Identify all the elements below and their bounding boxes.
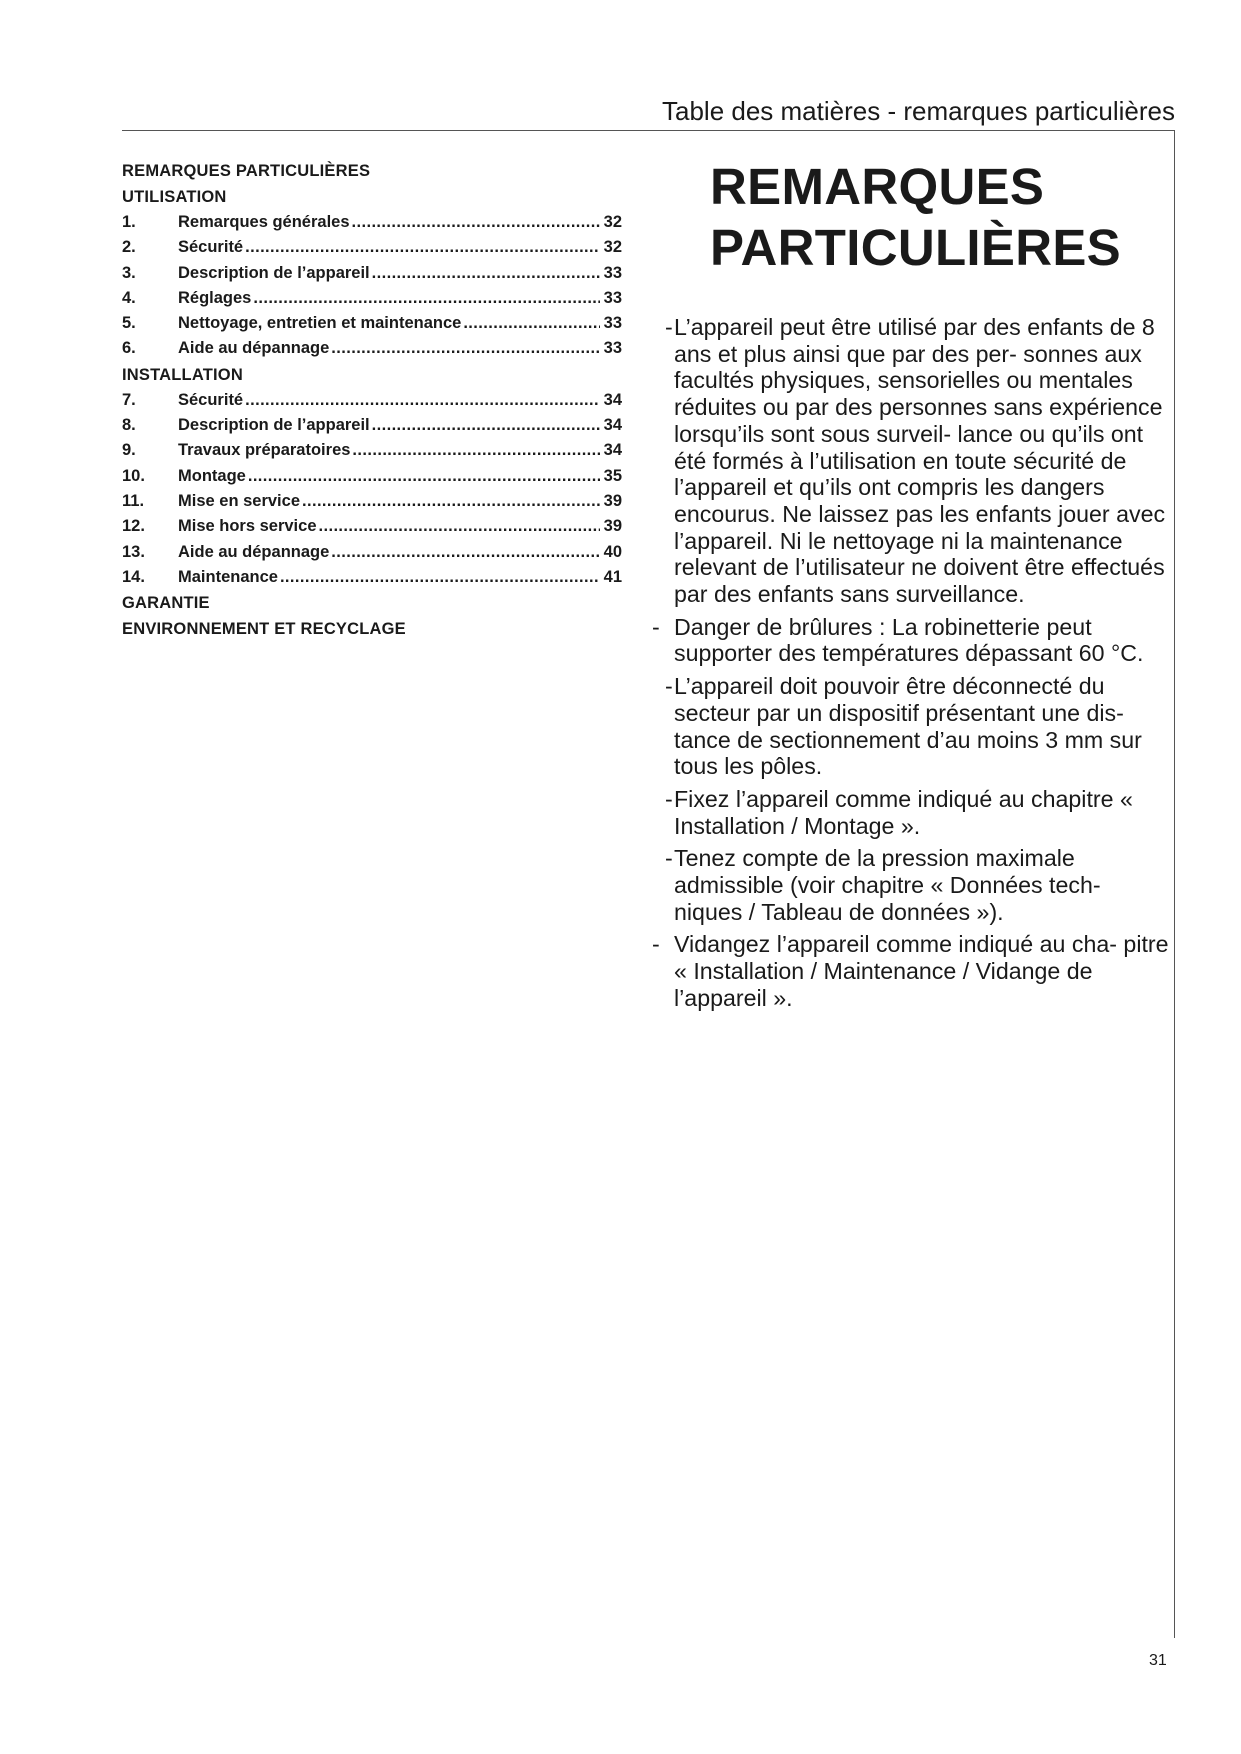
- toc-entry[interactable]: [122, 438, 622, 463]
- toc-dot-leader: [245, 388, 600, 413]
- toc-entry[interactable]: [122, 413, 622, 438]
- toc-entry-title: Description de l’appareil: [178, 416, 370, 435]
- remark-bullet: -: [665, 785, 673, 812]
- toc-entry-title: Nettoyage, entretien et maintenance: [178, 314, 462, 333]
- toc-dot-leader: [248, 464, 600, 489]
- toc-section-installation[interactable]: INSTALLATION: [122, 365, 243, 384]
- remark-paragraph: [652, 614, 1172, 667]
- toc-entry[interactable]: [122, 286, 622, 311]
- toc-entry-title: Travaux préparatoires: [178, 441, 351, 460]
- toc-entry-title: Aide au dépannage: [178, 339, 330, 358]
- remark-text: L’appareil doit pouvoir être déconnecté du secteur par un dispositif présentant une dis- tance de sectionnement d’au moins 3 mm sur tous les pôles.: [674, 673, 1142, 780]
- remark-bullet: -: [665, 314, 673, 340]
- toc-entry[interactable]: [122, 235, 622, 260]
- toc-entry-page: 34: [603, 441, 622, 460]
- toc-dot-leader: [331, 540, 600, 565]
- remark-paragraph: [652, 931, 1172, 1011]
- toc-dot-leader: [331, 336, 600, 361]
- toc-section-environnement[interactable]: ENVIRONNEMENT ET RECYCLAGE: [122, 620, 406, 639]
- remark-text: Vidangez l’appareil comme indiqué au cha- pitre « Installation / Maintenance / Vidange de l’appareil ».: [674, 931, 1169, 1011]
- toc-entry-page: 32: [603, 213, 622, 231]
- toc-entry-page: 34: [603, 416, 622, 435]
- toc-entry-page: 33: [603, 288, 622, 307]
- toc-entry-page: 33: [603, 339, 622, 358]
- toc-entry[interactable]: [122, 311, 622, 336]
- page-header-title: Table des matières - remarques particulières: [662, 96, 1175, 126]
- toc-entry-page: 35: [603, 466, 622, 485]
- toc-entry-number: 5.: [122, 314, 136, 333]
- toc-entry-page: 33: [603, 263, 622, 282]
- toc-dot-leader: [352, 438, 600, 463]
- remark-text: Fixez l’appareil comme indiqué au chapitre « Installation / Montage ».: [674, 785, 1133, 839]
- remark-bullet: -: [652, 613, 660, 640]
- toc-dot-leader: [302, 489, 600, 514]
- toc-entry[interactable]: [122, 388, 622, 413]
- remark-text: Danger de brûlures : La robinetterie peut supporter des températures dépassant 60 °C.: [674, 613, 1144, 667]
- remark-bullet: -: [665, 673, 673, 700]
- toc-section-utilisation[interactable]: UTILISATION: [122, 188, 227, 206]
- toc-entry-number: 8.: [122, 416, 136, 435]
- toc-entry[interactable]: [122, 210, 622, 235]
- page-number: 31: [1149, 1652, 1167, 1669]
- toc-entry[interactable]: [122, 336, 622, 361]
- toc-entry-title: Aide au dépannage: [178, 542, 330, 561]
- toc-section-remarques[interactable]: REMARQUES PARTICULIÈRES: [122, 162, 371, 180]
- toc-entry[interactable]: [122, 514, 622, 539]
- toc-entry-number: 13.: [122, 542, 145, 561]
- remark-text: Tenez compte de la pression maximale admissible (voir chapitre « Données tech- niques / Tableau de données »).: [674, 845, 1101, 925]
- toc-entry-number: 10.: [122, 466, 145, 485]
- remark-text: L’appareil peut être utilisé par des enfants de 8 ans et plus ainsi que par des per- sonnes aux facultés physiques, sensorielles ou mentales réduites ou par des personnes sans expérience lorsqu’ils sont sous surveil- lance ou qu’ils ont été formés à l’utilisation en toute sécurité de l’appareil et qu’ils ont compris les dangers encourus. Ne laissez pas les enfants jouer avec l’appareil. Ni le nettoyage ni la maintenance relevant de l’utilisateur ne doivent être effectués par des enfants sans surveillance.: [674, 314, 1166, 608]
- toc-dot-leader: [319, 514, 601, 539]
- remark-bullet: -: [665, 845, 673, 872]
- toc-entry-number: 1.: [122, 213, 136, 231]
- toc-entry-number: 7.: [122, 390, 136, 409]
- toc-entry-title: Sécurité: [178, 390, 244, 409]
- toc-entry-title: Réglages: [178, 288, 252, 307]
- toc-entry-number: 12.: [122, 517, 145, 536]
- toc-dot-leader: [463, 311, 600, 336]
- toc-entry-number: 6.: [122, 339, 136, 358]
- remark-paragraph: [652, 673, 1172, 780]
- toc-entry-page: 32: [603, 238, 622, 257]
- toc-entry[interactable]: [122, 464, 622, 489]
- toc-entry[interactable]: [122, 261, 622, 286]
- toc-dot-leader: [280, 565, 600, 590]
- toc-entry-page: 41: [603, 567, 622, 586]
- toc-entry-number: 14.: [122, 567, 145, 586]
- toc-entry-title: Description de l’appareil: [178, 263, 370, 282]
- remark-paragraph: [652, 314, 1172, 608]
- remark-bullet: -: [652, 931, 660, 958]
- right-margin-rule: [1174, 130, 1175, 1638]
- toc-entry-title: Sécurité: [178, 238, 244, 257]
- toc-entry-page: 39: [603, 517, 622, 536]
- toc-entry-number: 9.: [122, 441, 136, 460]
- main-title-line-1: REMARQUES: [710, 158, 1045, 215]
- toc-entry-title: Montage: [178, 466, 246, 485]
- toc-entry-title: Mise en service: [178, 491, 300, 510]
- toc-entry[interactable]: [122, 540, 622, 565]
- toc-entry-page: 40: [603, 542, 622, 561]
- remark-paragraph: [652, 786, 1172, 839]
- toc-entry-number: 4.: [122, 288, 136, 307]
- main-title: [710, 156, 1121, 278]
- toc-entry-number: 11.: [122, 491, 145, 510]
- toc-dot-leader: [352, 210, 600, 235]
- header-divider: [122, 130, 1175, 131]
- toc-dot-leader: [372, 413, 600, 438]
- toc-entry[interactable]: [122, 489, 622, 514]
- safety-remarks: [652, 314, 1172, 1018]
- toc-dot-leader: [245, 235, 600, 260]
- toc-entry-title: Mise hors service: [178, 517, 317, 536]
- toc-entry-page: 39: [603, 491, 622, 510]
- toc-utilisation-list: [122, 210, 622, 362]
- table-of-contents: [122, 158, 622, 642]
- toc-entry-number: 3.: [122, 263, 136, 282]
- toc-entry[interactable]: [122, 565, 622, 590]
- toc-entry-title: Maintenance: [178, 567, 278, 586]
- remark-paragraph: [652, 845, 1172, 925]
- toc-entry-number: 2.: [122, 238, 136, 257]
- toc-installation-list: [122, 388, 622, 590]
- toc-section-garantie[interactable]: GARANTIE: [122, 594, 210, 613]
- main-title-line-2: PARTICULIÈRES: [710, 219, 1121, 276]
- toc-dot-leader: [253, 286, 600, 311]
- toc-entry-page: 34: [603, 390, 622, 409]
- toc-entry-page: 33: [603, 314, 622, 333]
- toc-entry-title: Remarques générales: [178, 213, 350, 231]
- toc-dot-leader: [372, 261, 600, 286]
